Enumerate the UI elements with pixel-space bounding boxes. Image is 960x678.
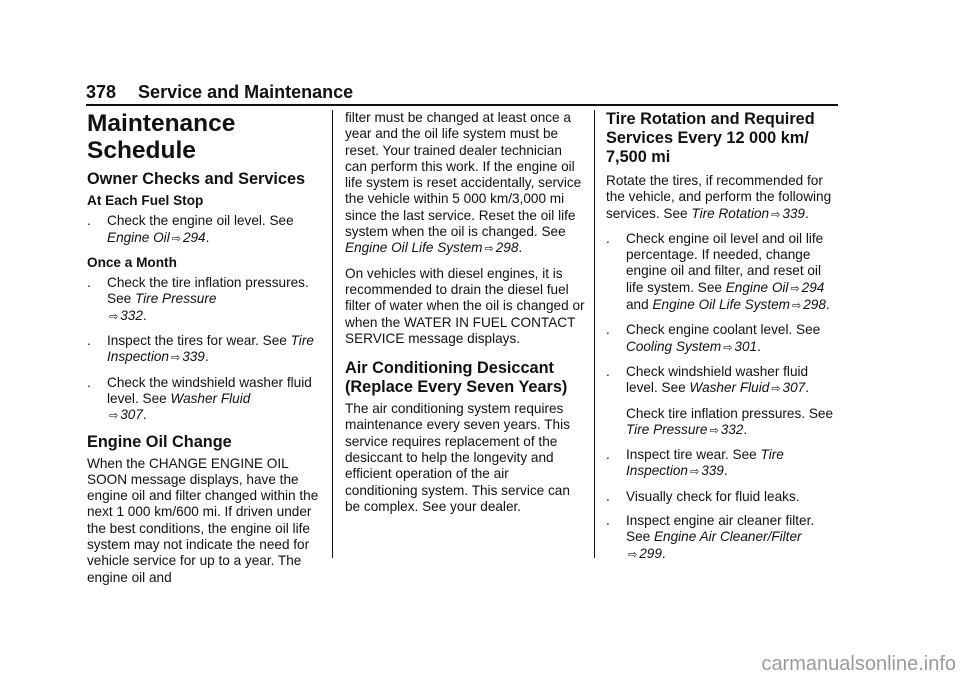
item-text: Check engine coolant level. See (626, 322, 821, 338)
list-item (606, 489, 841, 505)
item-text: Inspect tire wear. See (626, 447, 757, 463)
page-ref-icon: ⇨ (771, 208, 781, 221)
item-text: Check the engine oil level. See (107, 213, 294, 229)
bullet-dot: . (87, 333, 91, 349)
item-text: Inspect the tires for wear. See (107, 333, 287, 349)
bullet-dot: . (606, 322, 610, 338)
engine-air-cleaner-link[interactable]: Engine Air Cleaner/Filter ⇨ 299 (628, 529, 802, 561)
item-text: Check windshield washer fluid level. See (626, 363, 809, 396)
oil-change-paragraph: When the CHANGE ENGINE OIL SOON message displays, have the engine oil and filter changed within the next 1 000 km/600 mi. If driven under the best conditions, the engine oil life system may not indicate the need for vehicle service for up to a year. The engine oil and (87, 455, 319, 585)
header-text (86, 82, 838, 103)
column-divider-2 (594, 110, 595, 558)
column-divider-1 (332, 110, 333, 558)
page-ref-icon: ⇨ (171, 232, 181, 245)
list-item: . Check the windshield washer fluid level. See Washer Fluid ⇨ 307. (87, 374, 312, 423)
bullet-dot: . (87, 275, 91, 291)
item-text: Visually check for fluid leaks. (626, 488, 800, 504)
engine-oil-link[interactable]: Engine Oil ⇨ 294 (725, 279, 825, 295)
page-ref-icon: ⇨ (109, 410, 119, 423)
item-text: Check engine oil level and oil life percentage. If needed, change engine oil and filter, and reset oil life system. See (626, 230, 824, 295)
page-ref-icon: ⇨ (109, 310, 119, 323)
page-ref-icon: ⇨ (628, 548, 638, 561)
bullet-dot: . (87, 213, 91, 229)
sub-item: Check tire inflation pressures. See Tire Pressure ⇨ 332. (626, 405, 834, 437)
list-item: . Check the engine oil level. See Engine Oil ⇨ 294. (87, 213, 294, 245)
list-item: . Check windshield washer fluid level. See Washer Fluid ⇨ 307. (606, 363, 810, 396)
maintenance-schedule-title (87, 110, 320, 164)
paragraph-text: Rotate the tires, if recommended for the vehicle, and perform the following services. See (606, 173, 832, 221)
bullet-dot: . (606, 488, 610, 504)
list-item: . Check the tire inflation pressures. See Tire Pressure ⇨ 332. (87, 275, 309, 323)
tire-inspection-link[interactable]: Tire Inspection ⇨ 339 (107, 333, 314, 365)
page-ref-icon: ⇨ (771, 383, 781, 396)
title-line-2: Schedule (87, 137, 196, 164)
page-ref-icon: ⇨ (689, 466, 700, 479)
washer-fluid-link[interactable]: Washer Fluid ⇨ 307 (689, 380, 806, 396)
oil-filter-paragraph: filter must be changed at least once a year and the oil life system must be reset. Your trained dealer technician can perform this work. If the engine oil life system is reset accidentally, service the vehicle within 5 000 km/3,000 mi since the last service. Reset the oil life system when the oil is changed. See Engine Oil Life System ⇨ 298. (345, 110, 582, 256)
page-ref-icon: ⇨ (791, 300, 802, 313)
column-2 (345, 110, 585, 523)
tire-inspection-link[interactable]: Tire Inspection ⇨ 339 (626, 447, 784, 479)
list-item: . Check engine oil level and oil life percentage. If needed, change engine oil and filter, and reset oil life system. See Engine Oil ⇨ 294 and Engine Oil Life System ⇨ 298. (606, 230, 830, 313)
list-item: . Inspect the tires for wear. See Tire Inspection ⇨ 339. (87, 333, 314, 365)
bullet-dot: . (87, 374, 91, 390)
tire-rotation-intro: Rotate the tires, if recommended for the vehicle, and perform the following services. See Tire Rotation ⇨ 339. (606, 173, 832, 221)
tire-pressure-link[interactable]: Tire Pressure ⇨ 332 (109, 291, 217, 323)
section-title: Service and Maintenance (138, 82, 354, 102)
fuel-stop-heading: At Each Fuel Stop (87, 193, 204, 208)
page-ref-icon: ⇨ (723, 341, 733, 354)
item-text: Inspect engine air cleaner filter. See (626, 513, 815, 545)
diesel-paragraph: On vehicles with diesel engines, it is recommended to drain the diesel fuel filter of water when the oil is changed or when the WATER IN FUEL CONTACT SERVICE message displays. (345, 265, 585, 346)
page-ref-icon: ⇨ (709, 424, 719, 437)
bullet-dot: . (606, 363, 610, 379)
item-text: Check the windshield washer fluid level. See (107, 374, 312, 406)
watermark: carmanualsonline.info (761, 653, 956, 675)
owner-checks-heading: Owner Checks and Services (87, 170, 306, 188)
page-ref-icon: ⇨ (170, 352, 181, 365)
column-3 (606, 110, 841, 571)
engine-oil-change-heading: Engine Oil Change (87, 432, 232, 451)
bullet-dot: . (606, 513, 610, 529)
tire-pressure-link[interactable]: Tire Pressure ⇨ 332 (626, 421, 744, 437)
header-rule (86, 104, 838, 106)
ac-desiccant-heading: Air Conditioning Desiccant (Replace Every Seven Years) (345, 359, 568, 397)
list-item: . Inspect engine air cleaner filter. See Engine Air Cleaner/Filter ⇨ 299. (606, 513, 815, 561)
page-ref-icon: ⇨ (484, 243, 494, 256)
list-item: . Inspect tire wear. See Tire Inspection ⇨ 339. (606, 447, 784, 479)
column-1 (87, 110, 320, 594)
item-text: Check the tire inflation pressures. See (107, 275, 309, 307)
ac-paragraph: The air conditioning system requires maintenance every seven years. This service requires replacement of the desiccant to help the longevity and efficient operation of the air conditioning system. This service can be complex. See your dealer. (345, 401, 570, 514)
tire-rotation-heading: Tire Rotation and Required Services Every 12 000 km/ 7,500 mi (606, 110, 815, 166)
bullet-dot: . (606, 230, 610, 246)
engine-oil-link[interactable]: Engine Oil ⇨ 294 (107, 229, 206, 245)
page-number: 378 (86, 82, 117, 102)
tire-rotation-link[interactable]: Tire Rotation ⇨ 339 (691, 205, 805, 221)
washer-fluid-link[interactable]: Washer Fluid ⇨ 307 (109, 390, 251, 423)
engine-oil-life-system-link[interactable]: Engine Oil Life System ⇨ 298 (345, 240, 519, 256)
page-ref-icon: ⇨ (790, 282, 800, 295)
and-text: and (626, 297, 649, 313)
engine-oil-life-system-link[interactable]: Engine Oil Life System ⇨ 298 (652, 297, 826, 313)
paragraph-text: filter must be changed at least once a year and the oil life system must be reset. Your trained dealer technician can perform this work. If the engine oil life system is reset accidentally, service the vehicle within 5 000 km/3,000 mi since the last service. Reset the oil life system when the oil is changed. See (345, 110, 582, 240)
page-header (86, 82, 838, 103)
once-a-month-heading: Once a Month (87, 254, 177, 270)
cooling-system-link[interactable]: Cooling System ⇨ 301 (626, 338, 758, 354)
item-text: Check tire inflation pressures. See (626, 405, 834, 421)
title-line-1: Maintenance (87, 110, 236, 137)
list-item: . Check engine coolant level. See Cooling System ⇨ 301. (606, 322, 821, 354)
bullet-dot: . (606, 447, 610, 463)
